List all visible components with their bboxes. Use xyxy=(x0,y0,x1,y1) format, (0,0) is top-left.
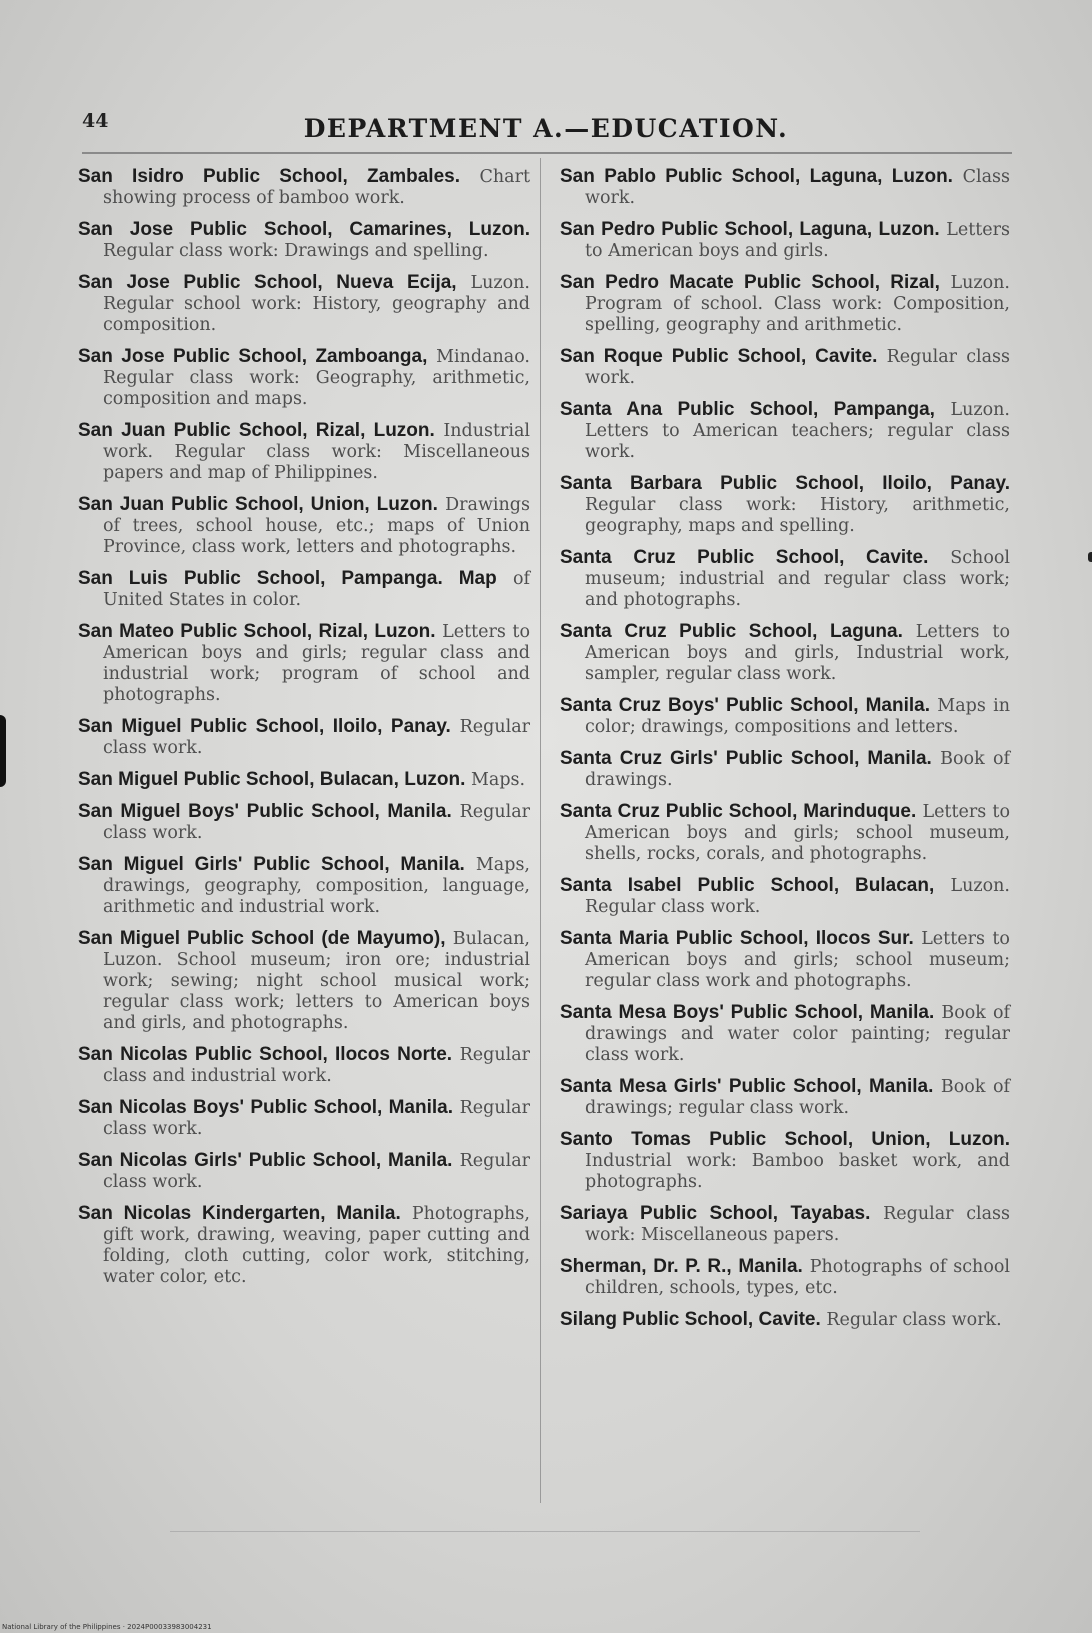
entry-name: San Nicolas Kindergarten, Manila. xyxy=(78,1203,401,1224)
entry-name: Santa Ana Public School, Pampanga, xyxy=(560,399,935,420)
entry-name: Santa Isabel Public School, Bulacan, xyxy=(560,875,935,896)
list-item xyxy=(560,875,1010,918)
entry-name: Santa Barbara Public School, Iloilo, Panay. xyxy=(560,473,1010,494)
list-item xyxy=(560,547,1010,611)
entry-name: Santa Mesa Girls' Public School, Manila. xyxy=(560,1076,934,1097)
entry-name: San Miguel Public School (de Mayumo), xyxy=(78,928,446,949)
entry-description: School museum; industrial and regular class work; and photographs. xyxy=(585,548,1010,610)
entry-description: Luzon. Regular school work: History, geography and composition. xyxy=(103,273,530,335)
header-divider xyxy=(82,152,1012,154)
bottom-divider xyxy=(170,1531,920,1532)
entry-description: Letters to American boys and girls; school museum; regular class work and photographs. xyxy=(585,929,1010,991)
list-item xyxy=(78,716,530,759)
column-divider xyxy=(540,158,541,1503)
entry-description: Luzon. Letters to American teachers; regular class work. xyxy=(585,400,1010,462)
entry-name: Sherman, Dr. P. R., Manila. xyxy=(560,1256,803,1277)
list-item xyxy=(560,695,1010,738)
scan-credit: National Library of the Philippines · 2024P00033983004231 xyxy=(2,1623,212,1631)
list-item xyxy=(560,801,1010,865)
entry-name: San Miguel Boys' Public School, Manila. xyxy=(78,801,452,822)
list-item xyxy=(78,928,530,1034)
list-item xyxy=(560,473,1010,537)
entry-description: Bulacan, Luzon. School museum; iron ore; industrial work; sewing; night school musical work; regular class work; letters to American boys and girls, and photographs. xyxy=(103,929,530,1033)
list-item xyxy=(78,1097,530,1140)
right-column xyxy=(560,166,1010,1341)
entry-description: Regular class work. xyxy=(103,802,530,843)
entry-description: Regular class work. xyxy=(826,1310,1002,1330)
entry-name: Santa Cruz Girls' Public School, Manila. xyxy=(560,748,932,769)
list-item xyxy=(560,1076,1010,1119)
entry-name: San Luis Public School, Pampanga. Map xyxy=(78,568,497,589)
list-item xyxy=(78,219,530,262)
entry-name: San Nicolas Boys' Public School, Manila. xyxy=(78,1097,453,1118)
entry-name: Sariaya Public School, Tayabas. xyxy=(560,1203,871,1224)
entry-name: San Isidro Public School, Zambales. xyxy=(78,166,460,187)
list-item xyxy=(78,494,530,558)
entry-description: Photographs of school children, schools, types, etc. xyxy=(585,1257,1010,1298)
entry-description: Regular class work. xyxy=(585,347,1010,388)
list-item xyxy=(560,166,1010,209)
entry-description: Regular class and industrial work. xyxy=(103,1045,530,1086)
entry-description: Maps, drawings, geography, composition, language, arithmetic and industrial work. xyxy=(103,855,530,917)
list-item xyxy=(78,346,530,410)
entry-name: Santa Maria Public School, Ilocos Sur. xyxy=(560,928,914,949)
entry-name: San Miguel Girls' Public School, Manila. xyxy=(78,854,465,875)
entry-description: Letters to American boys and girls; regular class and industrial work; program of school and photographs. xyxy=(103,622,530,705)
entry-name: San Pedro Macate Public School, Rizal, xyxy=(560,272,940,293)
list-item xyxy=(560,399,1010,463)
entry-name: San Jose Public School, Zamboanga, xyxy=(78,346,428,367)
list-item xyxy=(560,928,1010,992)
entry-name: Santa Mesa Boys' Public School, Manila. xyxy=(560,1002,935,1023)
entry-name: Silang Public School, Cavite. xyxy=(560,1309,821,1330)
entry-description: Luzon. Regular class work. xyxy=(585,876,1010,917)
entry-name: Santa Cruz Public School, Cavite. xyxy=(560,547,929,568)
list-item xyxy=(560,272,1010,336)
entry-name: Santa Cruz Public School, Laguna. xyxy=(560,621,903,642)
list-item xyxy=(78,801,530,844)
entry-description: Regular class work: Drawings and spelling. xyxy=(103,241,489,261)
list-item xyxy=(78,621,530,706)
entry-name: San Miguel Public School, Iloilo, Panay. xyxy=(78,716,451,737)
list-item xyxy=(560,1203,1010,1246)
entry-description: Industrial work: Bamboo basket work, and photographs. xyxy=(585,1151,1010,1192)
entry-name: San Jose Public School, Nueva Ecija, xyxy=(78,272,457,293)
list-item xyxy=(560,621,1010,685)
list-item xyxy=(78,568,530,611)
entry-description: Maps. xyxy=(471,770,526,790)
entry-name: Santa Cruz Public School, Marinduque. xyxy=(560,801,917,822)
entry-name: San Miguel Public School, Bulacan, Luzon. xyxy=(78,769,466,790)
entry-description: Regular class work. xyxy=(103,1151,530,1192)
list-item xyxy=(560,748,1010,791)
entry-description: Book of drawings. xyxy=(585,749,1010,790)
entry-description: Photographs, gift work, drawing, weaving, paper cutting and folding, cloth cutting, color work, stitching, water color, etc. xyxy=(103,1204,530,1287)
entry-description: Regular class work. xyxy=(103,1098,530,1139)
list-item xyxy=(560,1129,1010,1193)
entry-description: Book of drawings and water color painting; regular class work. xyxy=(585,1003,1010,1065)
entry-name: San Pablo Public School, Laguna, Luzon. xyxy=(560,166,953,187)
list-item xyxy=(78,769,530,791)
list-item xyxy=(560,1256,1010,1299)
list-item xyxy=(78,166,530,209)
page-title: DEPARTMENT A.—EDUCATION. xyxy=(303,114,789,143)
list-item xyxy=(560,1002,1010,1066)
list-item xyxy=(78,272,530,336)
left-column xyxy=(78,166,530,1298)
entry-description: Drawings of trees, school house, etc.; maps of Union Province, class work, letters and photographs. xyxy=(103,495,530,557)
entry-name: San Roque Public School, Cavite. xyxy=(560,346,878,367)
entry-name: Santa Cruz Boys' Public School, Manila. xyxy=(560,695,930,716)
entry-description: Luzon. Program of school. Class work: Composition, spelling, geography and arithmetic. xyxy=(585,273,1010,335)
entry-description: Letters to American boys and girls, Industrial work, sampler, regular class work. xyxy=(585,622,1010,684)
entry-name: Santo Tomas Public School, Union, Luzon. xyxy=(560,1129,1010,1150)
entry-description: Regular class work: History, arithmetic, geography, maps and spelling. xyxy=(585,495,1010,536)
entry-name: San Nicolas Girls' Public School, Manila. xyxy=(78,1150,453,1171)
list-item xyxy=(560,346,1010,389)
entry-description: Class work. xyxy=(585,167,1010,208)
entry-name: San Juan Public School, Rizal, Luzon. xyxy=(78,420,435,441)
entry-description: of United States in color. xyxy=(103,569,530,610)
list-item xyxy=(78,854,530,918)
entry-description: Letters to American boys and girls. xyxy=(585,220,1010,261)
list-item xyxy=(560,1309,1010,1331)
list-item xyxy=(78,1203,530,1288)
list-item xyxy=(78,1044,530,1087)
entry-description: Chart showing process of bamboo work. xyxy=(103,167,530,208)
entry-name: San Jose Public School, Camarines, Luzon. xyxy=(78,219,530,240)
page-number: 44 xyxy=(82,110,109,132)
entry-description: Mindanao. Regular class work: Geography, arithmetic, composition and maps. xyxy=(103,347,530,409)
entry-description: Book of drawings; regular class work. xyxy=(585,1077,1010,1118)
binding-mark xyxy=(0,715,6,787)
entry-name: San Mateo Public School, Rizal, Luzon. xyxy=(78,621,436,642)
entry-description: Industrial work. Regular class work: Miscellaneous papers and map of Philippines. xyxy=(103,421,530,483)
entry-name: San Pedro Public School, Laguna, Luzon. xyxy=(560,219,940,240)
edge-mark xyxy=(1088,552,1092,562)
entry-description: Maps in color; drawings, compositions and letters. xyxy=(585,696,1010,737)
list-item xyxy=(78,1150,530,1193)
entry-name: San Nicolas Public School, Ilocos Norte. xyxy=(78,1044,453,1065)
list-item xyxy=(560,219,1010,262)
entry-name: San Juan Public School, Union, Luzon. xyxy=(78,494,438,515)
list-item xyxy=(78,420,530,484)
entry-description: Regular class work: Miscellaneous papers. xyxy=(585,1204,1010,1245)
entry-description: Letters to American boys and girls; school museum, shells, rocks, corals, and photographs. xyxy=(585,802,1010,864)
entry-description: Regular class work. xyxy=(103,717,530,758)
